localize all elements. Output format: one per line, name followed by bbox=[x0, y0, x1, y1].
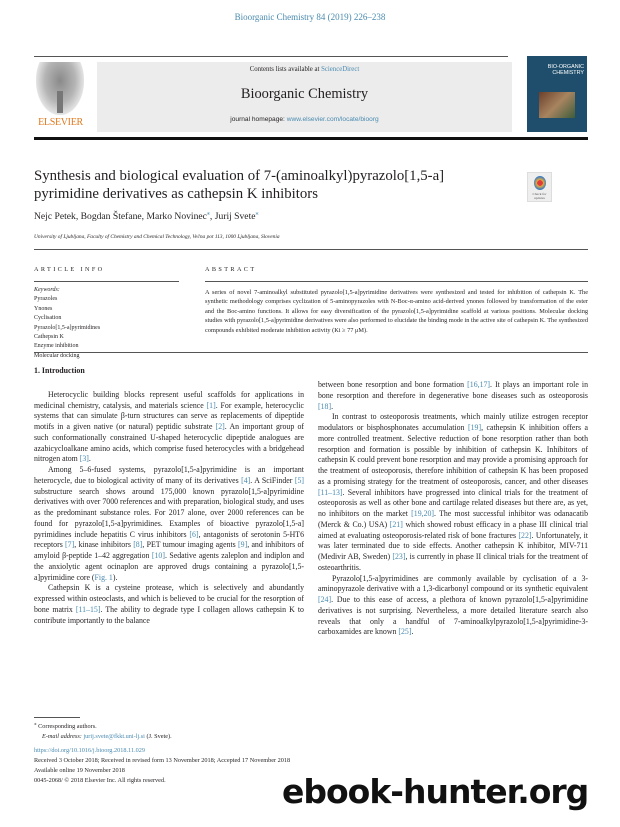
asterisk-mark: ⁎ bbox=[34, 722, 37, 727]
email-label: E-mail address: bbox=[42, 732, 82, 740]
citation-link[interactable]: [25] bbox=[398, 627, 412, 637]
citation-link[interactable]: [22] bbox=[518, 530, 532, 540]
check-updates-icon bbox=[534, 176, 546, 190]
author-name: Marko Novinec bbox=[146, 211, 207, 223]
citation-link[interactable]: [11–15] bbox=[75, 604, 101, 614]
body-column-right bbox=[318, 380, 588, 638]
citation-link[interactable]: [18] bbox=[318, 401, 332, 411]
contents-line bbox=[97, 66, 512, 73]
citation-link[interactable]: [23] bbox=[392, 552, 406, 561]
citation-link[interactable]: [19,20] bbox=[411, 509, 435, 518]
email-link[interactable]: jurij.svete@fkkt.uni-lj.si bbox=[83, 732, 145, 740]
keyword: Cathepsin K bbox=[34, 334, 64, 341]
available-online: Available online 19 November 2018 bbox=[34, 766, 125, 774]
text-run: . Sedative agents zaleplon and indiplon and the anxiolytic agent ocinaplon are approved drugs containing a pyrazolo[1,5-a]pyrimidine core ( bbox=[34, 551, 305, 582]
elsevier-wordmark: ELSEVIER bbox=[38, 117, 83, 128]
body-column-left bbox=[34, 366, 304, 626]
author-name: Bogdan Štefane bbox=[80, 211, 142, 223]
citation-link[interactable]: [2] bbox=[215, 422, 225, 431]
text-run: . Several inhibitors have progressed into clinical trials for the treatment of osteoporosis as well as other bone and cartilage related diseases but there are, as yet, no inhibitors on the market bbox=[318, 487, 588, 518]
cover-artwork bbox=[539, 92, 575, 118]
citation-link[interactable]: [3] bbox=[79, 454, 89, 464]
paragraph bbox=[34, 390, 304, 465]
citation-link[interactable]: [1] bbox=[206, 400, 216, 410]
received-dates: Received 3 October 2018; Received in revised form 13 November 2018; Accepted 17 November 2018 bbox=[34, 756, 291, 764]
text-run: . Due to this ease of access, a plethora of known pyrazolo[1,5-a]pyrimidine derivatives is not surprising. Nevertheless, a more detailed literature search also reveals that only a handful of 7-aminoalkylpyrazolo[1,5-a]pyrimidine-3-carboxamides are known bbox=[318, 595, 588, 637]
check-updates-label: Check for updates bbox=[532, 192, 547, 200]
email-suffix: (J. Svete). bbox=[144, 732, 172, 740]
citation-link[interactable]: [19] bbox=[467, 423, 482, 432]
article-info-heading: ARTICLE INFO bbox=[34, 266, 105, 273]
text-run: Heterocyclic building blocks represent useful scaffolds for applications in medicinal chemistry, catalysis, and materials science bbox=[34, 389, 304, 410]
header-rule bbox=[34, 56, 508, 57]
text-run: . The most successful inhibitor was odanacatib (Merck & Co.) USA) bbox=[318, 509, 588, 529]
homepage-line bbox=[97, 116, 512, 123]
author-list: Nejc Petek, Bogdan Štefane, Marko Novinec⁎, Jurij Svete⁎ bbox=[34, 211, 259, 223]
paragraph bbox=[318, 412, 588, 573]
elsevier-logo bbox=[34, 62, 87, 132]
author-name: Jurij Svete bbox=[214, 211, 256, 223]
text-run: Cathepsin K is a cysteine protease, which is selectively and abundantly expressed within osteoclasts, and which is believed to be crucial for the resorption of bone matrix bbox=[34, 583, 304, 614]
text-run: . For example, heterocyclic systems that can simulate β-turn structures can serve as replacements of dipeptide motifs in a given native (or natural) peptidic substrate bbox=[34, 400, 304, 431]
citation-link[interactable]: [11–13] bbox=[318, 487, 343, 497]
divider bbox=[34, 249, 588, 250]
journal-header-box bbox=[97, 62, 512, 132]
corresponding-author-mark[interactable]: ⁎ bbox=[206, 211, 210, 217]
affiliation: University of Ljubljana, Faculty of Chemistry and Chemical Technology, Večna pot 113, 1000 Ljubljana, Slovenia bbox=[34, 234, 280, 240]
contents-prefix: Contents lists available at bbox=[249, 66, 322, 73]
text-run: . A SciFinder bbox=[250, 475, 295, 485]
text-run: . The ability to degrade type I collagen allows cathepsin K to contribute importantly to the balance bbox=[34, 604, 304, 625]
footnotes bbox=[34, 720, 172, 742]
text-run: , is currently in phase II clinical trials for the treatment of osteoarthritis. bbox=[318, 552, 588, 572]
text-run: , and inhibitors of amyloid β-peptide 1–42 aggregation bbox=[34, 540, 304, 560]
text-run: In contrast to osteoporosis treatments, which mainly utilize estrogen receptor modulators or bisphosphonates accumulation bbox=[318, 412, 588, 432]
citation-link[interactable]: [7] bbox=[65, 540, 75, 550]
left-paragraphs bbox=[34, 390, 304, 627]
paragraph bbox=[34, 465, 304, 583]
paragraph bbox=[34, 583, 304, 626]
citation-link[interactable]: [9] bbox=[238, 540, 248, 550]
citation-link[interactable]: [10] bbox=[151, 551, 165, 560]
paragraph bbox=[318, 574, 588, 639]
keyword: Enzyme inhibition bbox=[34, 343, 79, 350]
citation-link[interactable]: [6] bbox=[189, 529, 199, 539]
article-title: Synthesis and biological evaluation of 7-(aminoalkyl)pyrazolo[1,5-a] pyrimidine derivatives as cathepsin K inhibitors bbox=[34, 168, 445, 202]
keyword: Molecular docking bbox=[34, 352, 80, 359]
text-run: Among 5–6-fused systems, pyrazolo[1,5-a]pyrimidine is an important heterocycle, due to biological activity of many of its derivatives bbox=[34, 465, 304, 485]
corresponding-note bbox=[34, 720, 172, 732]
text-run: which showed robust efficacy in a phase III clinical trial aimed at evaluating osteoporosis-related risk of bone fractures bbox=[318, 519, 588, 540]
abstract-heading: ABSTRACT bbox=[205, 266, 257, 273]
text-run: , cathepsin K inhibition offers a more controlled treatment. Selective reduction of bone resorption rather than both resorption and formation is possible by inhibition of cathepsin K. Inhibitors of cathepsin K could prevent bone resorption and may provide a promising approach for the treatment of osteoporosis, therefore inhibition of cathepsin K has been proposed as a promising strategy for the treatment of osteoporosis, cancer, and other diseases bbox=[318, 423, 588, 486]
text-run: . It plays an important role in bone resorption and therefore in degenerative bone diseases such as osteoporosis bbox=[318, 380, 588, 400]
email-line bbox=[34, 732, 172, 742]
keywords-list bbox=[34, 286, 100, 361]
text-run: , PET tumour imaging agents bbox=[142, 540, 239, 550]
journal-citation-link[interactable]: Bioorganic Chemistry 84 (2019) 226–238 bbox=[234, 12, 386, 22]
doi-link[interactable]: https://doi.org/10.1016/j.bioorg.2018.11.029 bbox=[34, 747, 146, 754]
text-run: ). bbox=[112, 572, 118, 582]
text-run: , kinase inhibitors bbox=[74, 540, 134, 550]
text-run: , antagonists of serotonin 5-HT6 receptors bbox=[34, 529, 304, 550]
text-run: . bbox=[331, 401, 334, 411]
homepage-prefix: journal homepage: bbox=[230, 116, 287, 123]
divider bbox=[34, 281, 179, 282]
tree-trunk bbox=[57, 91, 63, 113]
keyword: Cyclisation bbox=[34, 315, 62, 322]
citation-link[interactable]: [5] bbox=[294, 475, 304, 485]
citation-link[interactable]: [21] bbox=[389, 519, 403, 529]
keyword: Pyrazoles bbox=[34, 296, 58, 303]
keywords-label: Keywords: bbox=[34, 287, 60, 293]
footnote-rule bbox=[34, 717, 80, 718]
section-heading: 1. Introduction bbox=[34, 366, 85, 375]
text-run: between bone resorption and bone formation bbox=[318, 380, 468, 389]
abstract-text: A series of novel 7-aminoalkyl substituted pyrazolo[1,5-a]pyrimidine derivatives were synthesized and tested for inhibition of cathepsin K. The synthetic methodology comprises cyclization of 5-aminopyrazoles with N-Boc-α-amino acid-derived ynones followed by transformation of the ester and the Boc-amino functions. It allows for easy diversification of the pyrazolo[1,5-a]pyrimidine scaffold at various positions. Molecular docking studies with pyrazolo[1,5-a]pyrimidine derivatives were also performed to elucidate the binding mode in the active site of cathepsin K. The synthesized compounds exhibited moderate inhibition activity (Ki ≥ 77 μM). bbox=[205, 289, 588, 334]
citation-link[interactable]: [8] bbox=[133, 540, 143, 550]
divider bbox=[34, 352, 588, 353]
citation-link[interactable]: Fig. 1 bbox=[94, 572, 113, 582]
text-run: . Unfortunately, it was later terminated due to side effects. Another cathepsin K inhibitor, MIV-711 (Medivir AB, Sweden) bbox=[318, 530, 588, 561]
keyword: Ynones bbox=[34, 305, 53, 312]
citation-link[interactable]: [16,17] bbox=[467, 380, 491, 389]
check-for-updates-button[interactable] bbox=[527, 172, 552, 202]
corresponding-label: Corresponding authors. bbox=[38, 723, 97, 731]
text-run: . An important group of such conformationally constrained U-shaped heterocyclic dipeptide analogues are azabicycloalkane amino acids, which comprise fused heterocycles with a bridgehead nitrogen atom bbox=[34, 422, 304, 464]
text-run: . bbox=[411, 627, 414, 637]
watermark: ebook-hunter.org bbox=[282, 772, 589, 811]
divider bbox=[205, 281, 588, 282]
author-name: Nejc Petek bbox=[34, 211, 76, 223]
citation-link[interactable]: [24] bbox=[318, 595, 332, 604]
keyword: Pyrazolo[1,5-a]pyrimidines bbox=[34, 324, 101, 331]
sciencedirect-link[interactable]: ScienceDirect bbox=[321, 66, 360, 73]
citation-link[interactable]: [4] bbox=[241, 475, 251, 485]
text-run: Pyrazolo[1,5-a]pyrimidines are commonly available by cyclisation of a 3-aminopyrazole derivative with a 1,3-dicarbonyl compound or its synthetic equivalent bbox=[318, 573, 588, 594]
paragraph bbox=[318, 380, 588, 412]
right-paragraphs bbox=[318, 380, 588, 638]
header-thick-rule bbox=[34, 137, 588, 140]
text-run: substructure search shows around 175,000 known pyrazolo[1,5-a]pyrimidine derivatives with over 7000 references and with preparation, biological study, and uses as the predominant substance roles. For 2017 alone, over 2000 references can be found for pyrazolo[1,5-a]pyrimidines. Examples of bioactive pyrazolo[1,5-a] pyrimidines include hepatitis C virus inhibitors bbox=[34, 486, 304, 539]
homepage-link[interactable]: www.elsevier.com/locate/bioorg bbox=[286, 116, 379, 123]
journal-title: Bioorganic Chemistry bbox=[240, 86, 369, 102]
copyright: 0045-2068/ © 2018 Elsevier Inc. All rights reserved. bbox=[34, 776, 166, 784]
article-metadata bbox=[34, 746, 290, 786]
text-run: . bbox=[88, 454, 91, 464]
cover-title: BIO-ORGANIC CHEMISTRY bbox=[547, 64, 584, 76]
corresponding-author-mark[interactable]: ⁎ bbox=[255, 211, 259, 217]
journal-cover-image bbox=[527, 56, 587, 132]
